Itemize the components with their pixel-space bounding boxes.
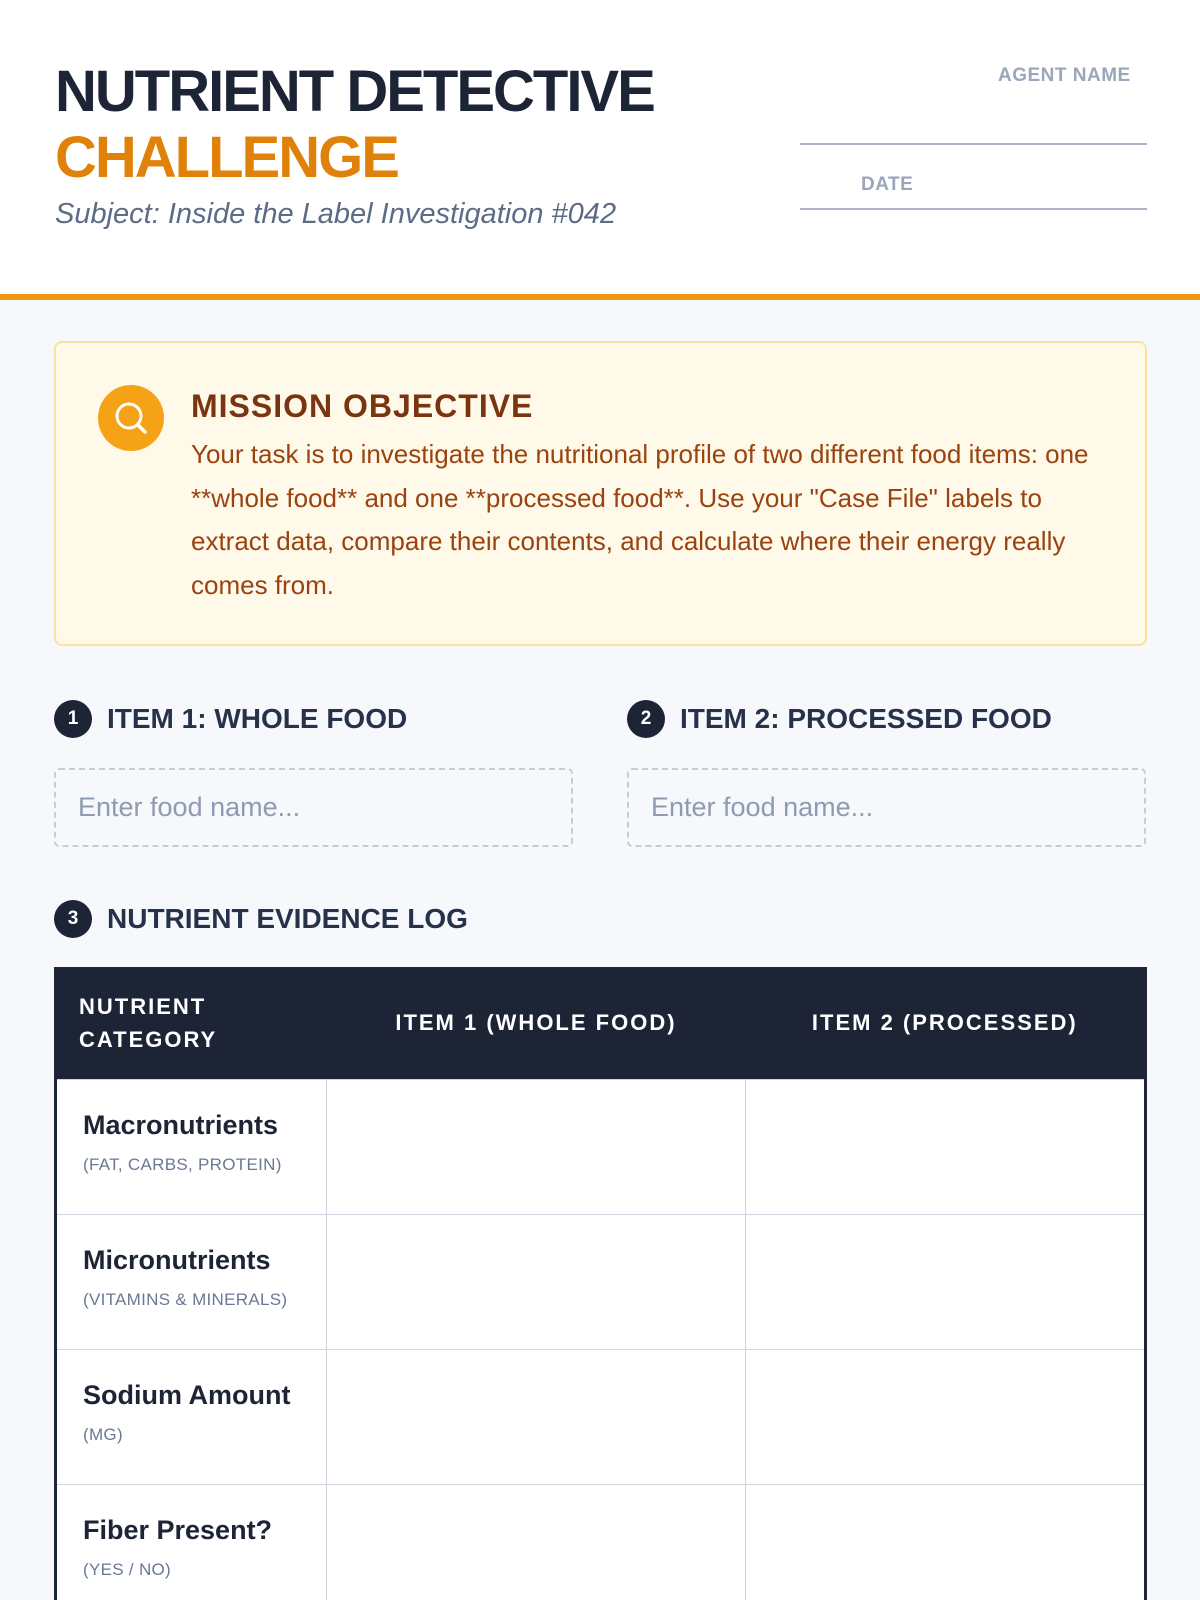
nutrient-evidence-table — [54, 967, 1147, 1600]
step-number: 2 — [627, 700, 665, 738]
row-label-cell — [56, 1214, 327, 1349]
column-header: ITEM 1 (WHOLE FOOD) — [395, 1009, 677, 1035]
table-row — [56, 1214, 1146, 1349]
processed-food-name-input[interactable] — [627, 768, 1146, 847]
step-title: NUTRIENT EVIDENCE LOG — [107, 903, 468, 934]
step-evidence-log — [54, 900, 468, 938]
category-note: (YES / NO) — [83, 1559, 172, 1579]
category-name: Micronutrients — [83, 1244, 271, 1275]
step-number: 3 — [54, 900, 92, 938]
table-row — [56, 1349, 1146, 1484]
processed-food-entry-cell[interactable] — [746, 1349, 1146, 1484]
processed-food-entry-cell[interactable] — [746, 1214, 1146, 1349]
search-icon — [98, 385, 164, 451]
whole-food-name-input[interactable] — [54, 768, 573, 847]
whole-food-entry-cell[interactable] — [326, 1349, 745, 1484]
step-item-1 — [54, 700, 407, 738]
row-label-cell — [56, 1079, 327, 1214]
category-note: (VITAMINS & MINERALS) — [83, 1289, 288, 1309]
category-name: Macronutrients — [83, 1109, 279, 1140]
category-note: (MG) — [83, 1424, 123, 1444]
category-name: Fiber Present? — [83, 1514, 273, 1545]
step-title: ITEM 2: PROCESSED FOOD — [680, 703, 1052, 734]
column-header: NUTRIENT CATEGORY — [79, 993, 218, 1052]
agent-name-label: AGENT NAME — [998, 65, 1131, 86]
worksheet-header — [0, 0, 1200, 300]
mission-objective-box — [54, 341, 1147, 646]
page-title: NUTRIENT DETECTIVE — [55, 59, 654, 124]
table-row — [56, 1484, 1146, 1600]
mission-text: Your task is to investigate the nutritional profile of two different food items: one **whole food** and one **processed food**. Use your "Case File" labels to extract data, compare their contents, and calculate where their energy really comes from. — [191, 439, 1089, 600]
step-number: 1 — [54, 700, 92, 738]
table-header-row — [56, 967, 1146, 1079]
column-header: ITEM 2 (PROCESSED) — [811, 1009, 1078, 1035]
date-field[interactable] — [800, 208, 1147, 210]
date-label: DATE — [861, 174, 914, 195]
page-title-highlight: CHALLENGE — [55, 125, 398, 190]
row-label-cell — [56, 1349, 327, 1484]
category-name: Sodium Amount — [83, 1379, 291, 1410]
mission-title: MISSION OBJECTIVE — [191, 388, 534, 424]
processed-food-entry-cell[interactable] — [746, 1484, 1146, 1600]
whole-food-entry-cell[interactable] — [326, 1079, 745, 1214]
step-item-2 — [627, 700, 1052, 738]
whole-food-entry-cell[interactable] — [326, 1484, 745, 1600]
category-note: (FAT, CARBS, PROTEIN) — [83, 1154, 282, 1174]
agent-name-field[interactable] — [800, 143, 1147, 145]
whole-food-entry-cell[interactable] — [326, 1214, 745, 1349]
row-label-cell — [56, 1484, 327, 1600]
processed-food-entry-cell[interactable] — [746, 1079, 1146, 1214]
page-subtitle: Subject: Inside the Label Investigation #042 — [55, 198, 617, 230]
step-title: ITEM 1: WHOLE FOOD — [107, 703, 408, 734]
table-row — [56, 1079, 1146, 1214]
